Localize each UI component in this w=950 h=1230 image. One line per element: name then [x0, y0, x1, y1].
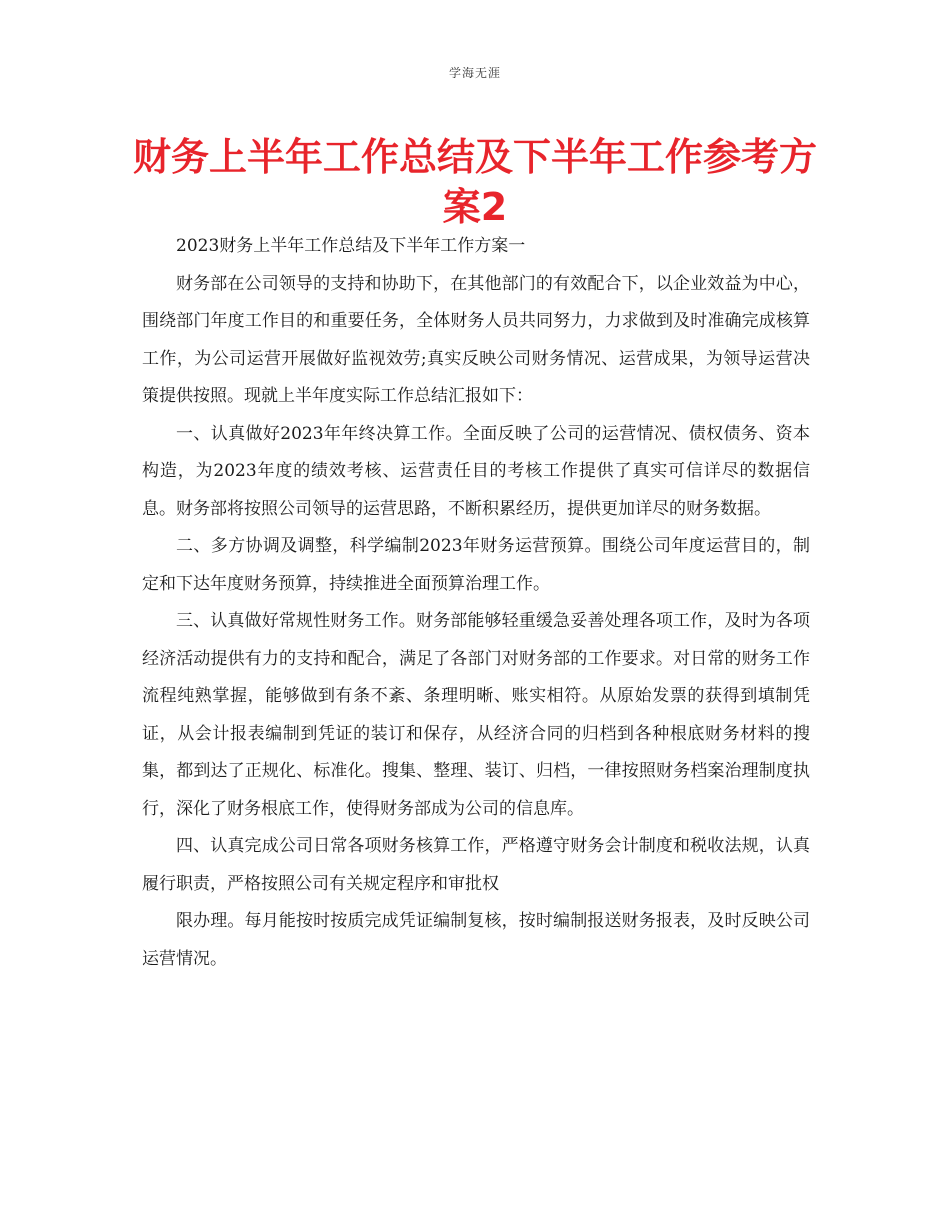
- paragraph-intro: 财务部在公司领导的支持和协助下，在其他部门的有效配合下，以企业效益为中心，围绕部门年度工作目的和重要任务，全体财务人员共同努力，力求做到及时准确完成核算工作，为公司运营开展做好监视效劳;真实反映公司财务情况、运营成果，为领导运营决策提供按照。现就上半年度实际工作总结汇报如下：: [142, 273, 810, 406]
- paragraph-item-1: 一、认真做好2023年年终决算工作。全面反映了公司的运营情况、债权债务、资本构造，为2023年度的绩效考核、运营责任目的考核工作提供了真实可信详尽的数据信息。财务部将按照公司领导的运营思路，不断积累经历，提供更加详尽的财务数据。: [142, 423, 810, 519]
- document-body: [142, 228, 810, 978]
- paragraph-item-2: 二、多方协调及调整，科学编制2023年财务运营预算。围绕公司年度运营目的，制定和下达年度财务预算，持续推进全面预算治理工作。: [142, 536, 810, 594]
- paragraph-item-4: 四、认真完成公司日常各项财务核算工作，严格遵守财务会计制度和税收法规，认真履行职责，严格按照公司有关规定程序和审批权: [142, 836, 810, 894]
- document-title: 财务上半年工作总结及下半年工作参考方案2: [132, 135, 817, 229]
- paragraph-item-4-continued: 限办理。每月能按时按质完成凭证编制复核，按时编制报送财务报表，及时反映公司运营情况。: [142, 911, 810, 969]
- paragraph-subtitle: 2023财务上半年工作总结及下半年工作方案一: [176, 236, 526, 256]
- page-header: 学海无涯: [448, 66, 501, 80]
- paragraph-item-3: 三、认真做好常规性财务工作。财务部能够轻重缓急妥善处理各项工作，及时为各项经济活动提供有力的支持和配合，满足了各部门对财务部的工作要求。对日常的财务工作流程纯熟掌握，能够做到有条不紊、条理明晰、账实相符。从原始发票的获得到填制凭证，从会计报表编制到凭证的装订和保存，从经济合同的归档到各种根底财务材料的搜集，都到达了正规化、标准化。搜集、整理、装订、归档，一律按照财务档案治理制度执行，深化了财务根底工作，使得财务部成为公司的信息库。: [142, 611, 810, 819]
